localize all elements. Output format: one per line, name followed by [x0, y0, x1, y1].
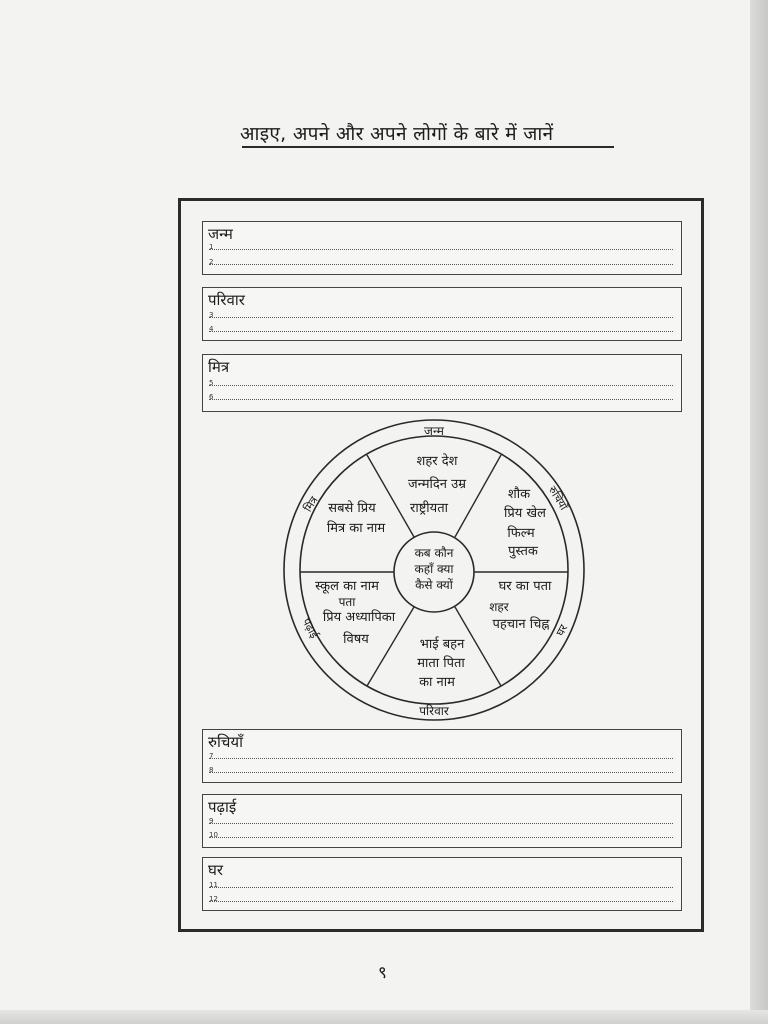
section-interests	[202, 729, 682, 783]
section-family	[202, 287, 682, 341]
segment-hobbies-text: पुस्तक	[508, 544, 538, 559]
center-text-line: कब कौन	[414, 546, 454, 560]
segment-friends-text: सबसे प्रिय	[328, 501, 376, 516]
section-label: पढ़ाई	[208, 798, 237, 816]
answer-line[interactable]: 1	[209, 239, 673, 250]
segment-friends-text: मित्र का नाम	[326, 521, 386, 536]
answer-line[interactable]: 6	[209, 389, 673, 400]
segment-family-text: माता पिता	[417, 656, 465, 671]
section-label: रुचियाँ	[208, 733, 243, 751]
segment-study-text: विषय	[343, 632, 369, 647]
answer-line[interactable]: 4	[209, 321, 673, 332]
segment-home-text: घर का पता	[498, 579, 552, 594]
section-birth	[202, 221, 682, 275]
segment-home-text: पहचान चिह्न	[492, 617, 550, 632]
answer-line[interactable]: 9	[209, 813, 673, 824]
ring-label-study: पढ़ाई	[299, 616, 321, 641]
about-me-wheel-diagram	[279, 418, 589, 722]
segment-study-text: स्कूल का नाम	[315, 579, 379, 594]
title-underline	[242, 146, 614, 148]
section-label: मित्र	[208, 358, 230, 376]
page-title: आइए, अपने और अपने लोगों के बारे में जानें	[240, 123, 554, 145]
center-text-line: कहाँ क्या	[414, 562, 454, 576]
segment-hobbies-text: शौक	[507, 487, 531, 502]
segment-family-text: भाई बहन	[419, 637, 465, 652]
segment-family-text: का नाम	[419, 675, 455, 690]
page-bottom-edge	[0, 1010, 768, 1024]
ring-label-family: परिवार	[419, 704, 449, 718]
answer-line[interactable]: 12	[209, 891, 673, 902]
answer-line[interactable]: 8	[209, 762, 673, 773]
ring-label-birth: जन्म	[424, 424, 444, 438]
section-study	[202, 794, 682, 848]
segment-study-text: पता	[338, 595, 356, 609]
answer-line[interactable]: 11	[209, 877, 673, 888]
segment-study-text: प्रिय अध्यापिका	[322, 610, 396, 625]
ring-label-home: घर	[553, 622, 571, 639]
answer-line[interactable]: 2	[209, 254, 673, 265]
center-text-line: कैसे क्यों	[415, 578, 453, 592]
segment-hobbies-text: प्रिय खेल	[504, 506, 546, 521]
segment-hobbies-text: फिल्म	[507, 526, 535, 541]
segment-home-text: शहर	[489, 600, 509, 614]
section-label: घर	[208, 861, 224, 879]
segment-birth-text: शहर देश	[416, 454, 458, 469]
ring-label-interests: रुचियाँ	[545, 483, 571, 513]
page-number: ९	[378, 963, 387, 983]
page-shadow-edge	[750, 0, 768, 1024]
section-label: परिवार	[208, 291, 245, 309]
answer-line[interactable]: 10	[209, 827, 673, 838]
ring-label-friends: मित्र	[301, 494, 321, 515]
section-friends	[202, 354, 682, 412]
answer-line[interactable]: 7	[209, 748, 673, 759]
section-label: जन्म	[208, 225, 233, 243]
answer-line[interactable]: 5	[209, 375, 673, 386]
segment-birth-text: राष्ट्रीयता	[410, 501, 448, 516]
segment-birth-text: जन्मदिन उम्र	[407, 477, 467, 492]
answer-line[interactable]: 3	[209, 307, 673, 318]
section-home	[202, 857, 682, 911]
